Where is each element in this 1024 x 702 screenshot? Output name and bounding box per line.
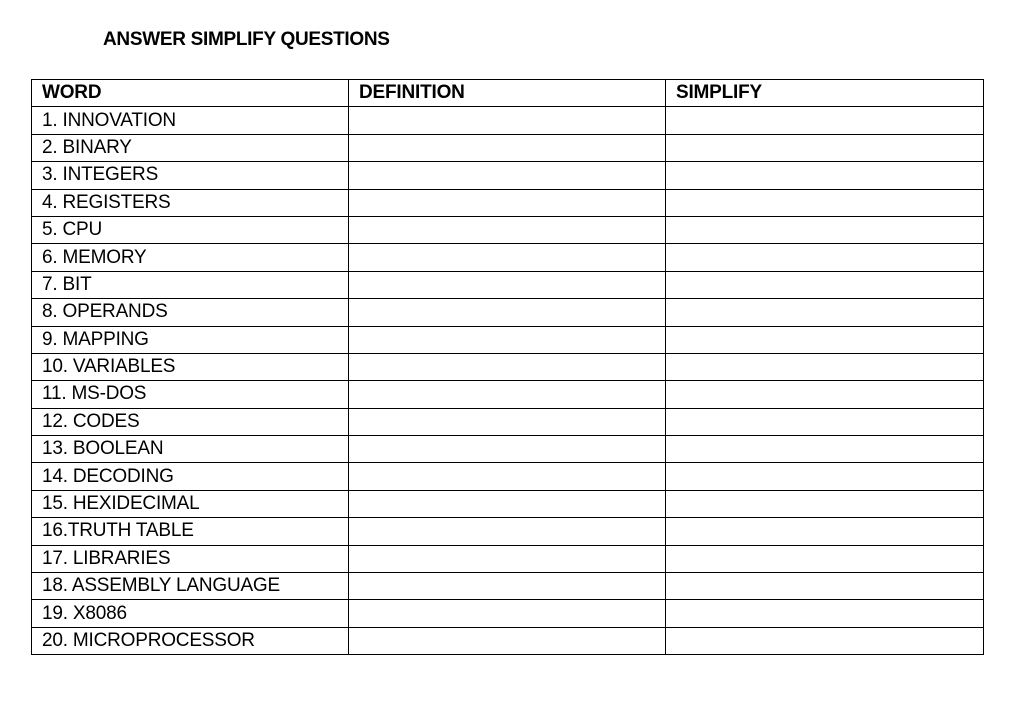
simplify-cell[interactable] — [666, 381, 984, 408]
word-cell: 13. BOOLEAN — [32, 436, 349, 463]
table-row — [32, 545, 984, 572]
word-cell: 2. BINARY — [32, 134, 349, 161]
word-cell: 12. CODES — [32, 408, 349, 435]
word-cell: 17. LIBRARIES — [32, 545, 349, 572]
simplify-cell[interactable] — [666, 299, 984, 326]
word-cell: 16.TRUTH TABLE — [32, 518, 349, 545]
definition-cell[interactable] — [349, 216, 666, 243]
definition-cell[interactable] — [349, 545, 666, 572]
simplify-cell[interactable] — [666, 600, 984, 627]
simplify-cell[interactable] — [666, 518, 984, 545]
definition-cell[interactable] — [349, 408, 666, 435]
header-definition: DEFINITION — [349, 80, 666, 107]
simplify-cell[interactable] — [666, 408, 984, 435]
table-row — [32, 381, 984, 408]
simplify-cell[interactable] — [666, 162, 984, 189]
table-row — [32, 408, 984, 435]
simplify-cell[interactable] — [666, 216, 984, 243]
table-row — [32, 518, 984, 545]
simplify-cell[interactable] — [666, 353, 984, 380]
word-cell: 14. DECODING — [32, 463, 349, 490]
definition-cell[interactable] — [349, 244, 666, 271]
word-cell: 10. VARIABLES — [32, 353, 349, 380]
simplify-cell[interactable] — [666, 189, 984, 216]
table-row — [32, 490, 984, 517]
word-cell: 18. ASSEMBLY LANGUAGE — [32, 573, 349, 600]
word-cell: 8. OPERANDS — [32, 299, 349, 326]
definition-cell[interactable] — [349, 573, 666, 600]
simplify-cell[interactable] — [666, 463, 984, 490]
table-row — [32, 134, 984, 161]
word-cell: 7. BIT — [32, 271, 349, 298]
word-cell: 5. CPU — [32, 216, 349, 243]
definition-cell[interactable] — [349, 107, 666, 134]
word-cell: 6. MEMORY — [32, 244, 349, 271]
document-title: ANSWER SIMPLIFY QUESTIONS — [103, 29, 390, 50]
simplify-cell[interactable] — [666, 573, 984, 600]
simplify-cell[interactable] — [666, 107, 984, 134]
simplify-cell[interactable] — [666, 545, 984, 572]
simplify-cell[interactable] — [666, 627, 984, 654]
vocabulary-table — [31, 79, 984, 655]
definition-cell[interactable] — [349, 463, 666, 490]
table-row — [32, 216, 984, 243]
word-cell: 11. MS-DOS — [32, 381, 349, 408]
table-row — [32, 107, 984, 134]
word-cell: 1. INNOVATION — [32, 107, 349, 134]
word-cell: 15. HEXIDECIMAL — [32, 490, 349, 517]
table-body — [32, 107, 984, 655]
table-row — [32, 600, 984, 627]
table-row — [32, 299, 984, 326]
simplify-cell[interactable] — [666, 490, 984, 517]
table-row — [32, 573, 984, 600]
definition-cell[interactable] — [349, 162, 666, 189]
table-row — [32, 326, 984, 353]
definition-cell[interactable] — [349, 490, 666, 517]
definition-cell[interactable] — [349, 134, 666, 161]
table-row — [32, 353, 984, 380]
definition-cell[interactable] — [349, 353, 666, 380]
table-row — [32, 463, 984, 490]
definition-cell[interactable] — [349, 600, 666, 627]
definition-cell[interactable] — [349, 189, 666, 216]
table-row — [32, 162, 984, 189]
word-cell: 9. MAPPING — [32, 326, 349, 353]
table-row — [32, 627, 984, 654]
table-header-row — [32, 80, 984, 107]
simplify-cell[interactable] — [666, 134, 984, 161]
word-cell: 3. INTEGERS — [32, 162, 349, 189]
table-row — [32, 244, 984, 271]
table-row — [32, 189, 984, 216]
definition-cell[interactable] — [349, 518, 666, 545]
definition-cell[interactable] — [349, 326, 666, 353]
header-simplify: SIMPLIFY — [666, 80, 984, 107]
header-word: WORD — [32, 80, 349, 107]
definition-cell[interactable] — [349, 381, 666, 408]
definition-cell[interactable] — [349, 436, 666, 463]
definition-cell[interactable] — [349, 271, 666, 298]
simplify-cell[interactable] — [666, 244, 984, 271]
word-cell: 20. MICROPROCESSOR — [32, 627, 349, 654]
word-cell: 4. REGISTERS — [32, 189, 349, 216]
table-row — [32, 271, 984, 298]
definition-cell[interactable] — [349, 299, 666, 326]
simplify-cell[interactable] — [666, 326, 984, 353]
word-cell: 19. X8086 — [32, 600, 349, 627]
simplify-cell[interactable] — [666, 271, 984, 298]
definition-cell[interactable] — [349, 627, 666, 654]
simplify-cell[interactable] — [666, 436, 984, 463]
table-row — [32, 436, 984, 463]
